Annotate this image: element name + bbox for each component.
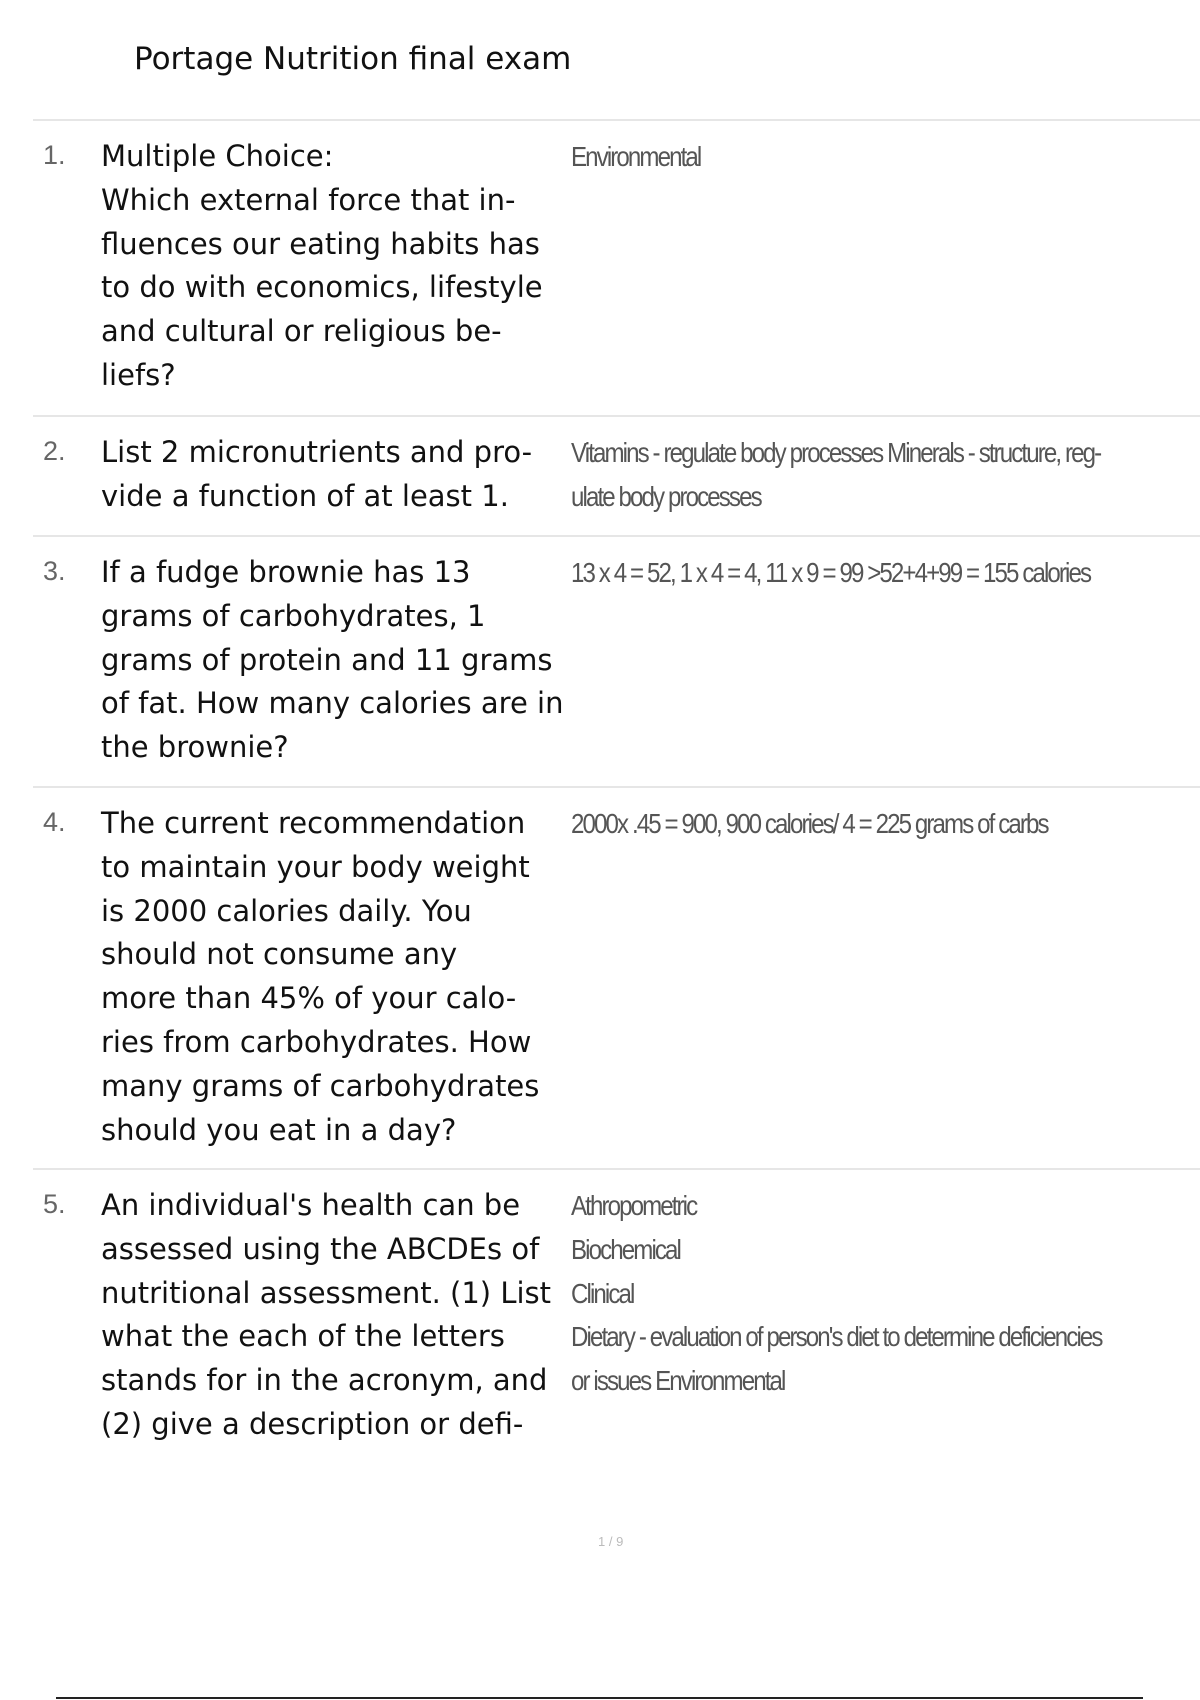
question-text: If a fudge brownie has 13 grams of carbohydrates, 1 grams of protein and 11 grams of fat. How many calories are in the brownie? <box>101 555 564 765</box>
question-number: 3. <box>43 556 66 586</box>
answer-text: 2000x .45 = 900, 900 calories/ 4 = 225 grams of carbs <box>571 808 1048 839</box>
question-number: 1. <box>43 140 66 170</box>
question-row-2 <box>33 415 1200 535</box>
question-row-1 <box>33 119 1200 415</box>
answer-text: 13 x 4 = 52, 1 x 4 = 4, 11 x 9 = 99 >52+4+99 = 155 calories <box>571 557 1091 588</box>
question-list <box>33 119 1200 1468</box>
footer-rule <box>56 1697 1143 1699</box>
question-text: List 2 micronutrients and pro- vide a function of at least 1. <box>101 435 533 513</box>
answer-text: Athropometric Biochemical Clinical Dietary - evaluation of person's diet to determine deficiencies or issues Environmental <box>571 1190 1102 1397</box>
question-row-4 <box>33 786 1200 1168</box>
question-number: 4. <box>43 807 66 837</box>
page-number: 1 / 9 <box>598 1534 624 1549</box>
question-number: 5. <box>43 1189 66 1219</box>
question-text: The current recommendation to maintain your body weight is 2000 calories daily. You should not consume any more than 45% of your calo- ries from carbohydrates. How many grams of carbohydrates should you eat in a day? <box>101 806 540 1147</box>
answer-text: Vitamins - regulate body processes Minerals - structure, reg- ulate body processes <box>571 437 1101 512</box>
question-text: Multiple Choice: Which external force that in- fluences our eating habits has to do with economics, lifestyle and cultural or religious be- liefs? <box>101 139 543 392</box>
question-row-5 <box>33 1168 1200 1468</box>
answer-text: Environmental <box>571 141 701 172</box>
question-number: 2. <box>43 436 66 466</box>
question-row-3 <box>33 535 1200 786</box>
question-text: An individual's health can be assessed using the ABCDEs of nutritional assessment. (1) List what the each of the letters stands for in the acronym, and (2) give a description or defi- <box>101 1188 552 1441</box>
page-title: Portage Nutrition final exam <box>134 41 572 77</box>
